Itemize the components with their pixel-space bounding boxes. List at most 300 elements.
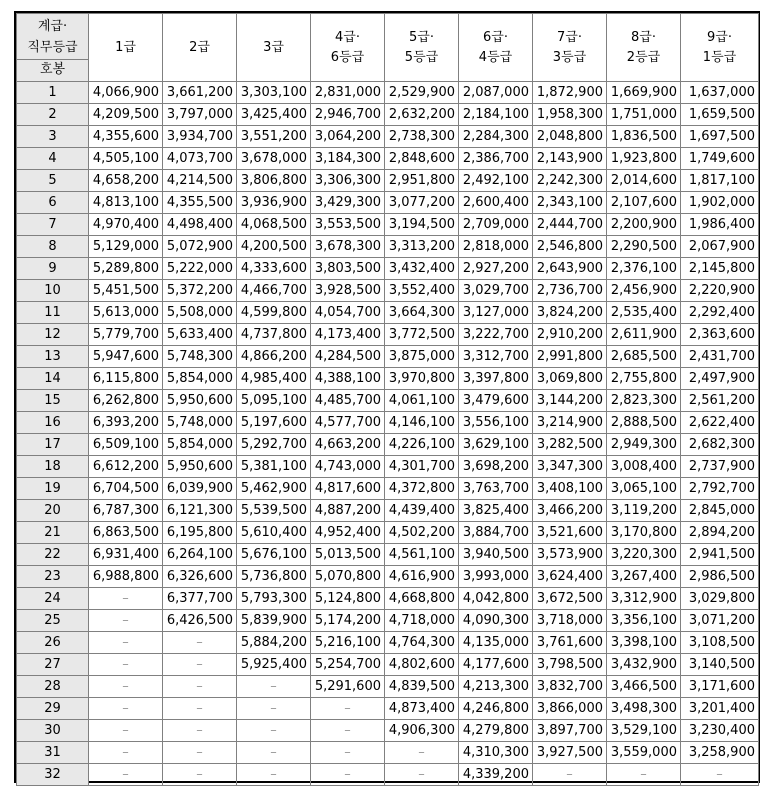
salary-cell: 6,039,900 [163,478,237,500]
salary-cell: 5,925,400 [237,654,311,676]
salary-cell: 3,312,900 [607,588,681,610]
salary-cell: 3,553,500 [311,214,385,236]
empty-cell: – [311,742,385,764]
salary-cell: 3,934,700 [163,126,237,148]
salary-cell: 3,552,400 [385,280,459,302]
salary-cell: 3,866,000 [533,698,607,720]
step-number: 2 [17,104,89,126]
step-number: 27 [17,654,89,676]
grade-header-3 [237,14,311,82]
grade-header-text: 6등급 [330,49,365,65]
salary-cell: 2,242,300 [533,170,607,192]
salary-cell: 1,637,000 [681,82,759,104]
salary-cell: 3,698,200 [459,456,533,478]
salary-cell: 3,559,000 [607,742,681,764]
salary-cell: 5,289,800 [89,258,163,280]
empty-cell: – [163,632,237,654]
salary-cell: 2,067,900 [681,236,759,258]
salary-cell: 4,333,600 [237,258,311,280]
salary-cell: 3,825,400 [459,500,533,522]
salary-cell: 3,884,700 [459,522,533,544]
salary-cell: 3,077,200 [385,192,459,214]
table-row [17,456,759,478]
salary-cell: 2,600,400 [459,192,533,214]
salary-cell: 2,431,700 [681,346,759,368]
salary-cell: 3,556,100 [459,412,533,434]
step-number: 31 [17,742,89,764]
step-number: 32 [17,764,89,786]
salary-cell: 5,451,500 [89,280,163,302]
table-row [17,544,759,566]
salary-cell: 3,258,900 [681,742,759,764]
empty-cell: – [163,698,237,720]
salary-cell: 2,363,600 [681,324,759,346]
salary-cell: 4,209,500 [89,104,163,126]
salary-cell: 3,313,200 [385,236,459,258]
salary-cell: 3,803,500 [311,258,385,280]
salary-cell: 5,539,500 [237,500,311,522]
salary-cell: 2,643,900 [533,258,607,280]
salary-cell: 3,127,000 [459,302,533,324]
salary-cell: 4,616,900 [385,566,459,588]
salary-cell: 4,066,900 [89,82,163,104]
salary-cell: 1,697,500 [681,126,759,148]
salary-table [16,13,759,786]
grade-header-8 [607,14,681,82]
salary-cell: 1,902,000 [681,192,759,214]
salary-cell: 3,718,000 [533,610,607,632]
empty-cell: – [533,764,607,786]
salary-cell: 4,906,300 [385,720,459,742]
salary-cell: 3,230,400 [681,720,759,742]
step-number: 4 [17,148,89,170]
empty-cell: – [89,610,163,632]
salary-cell: 4,952,400 [311,522,385,544]
salary-cell: 6,377,700 [163,588,237,610]
grade-header-7 [533,14,607,82]
salary-cell: 2,546,800 [533,236,607,258]
salary-cell: 3,466,200 [533,500,607,522]
salary-cell: 4,817,600 [311,478,385,500]
salary-cell: 1,669,900 [607,82,681,104]
table-row [17,324,759,346]
salary-cell: 5,884,200 [237,632,311,654]
salary-cell: 2,343,100 [533,192,607,214]
salary-cell: 5,779,700 [89,324,163,346]
step-number: 11 [17,302,89,324]
table-row [17,478,759,500]
salary-cell: 4,177,600 [459,654,533,676]
salary-cell: 3,763,700 [459,478,533,500]
step-number: 17 [17,434,89,456]
salary-cell: 4,339,200 [459,764,533,786]
salary-cell: 4,073,700 [163,148,237,170]
salary-cell: 4,355,600 [89,126,163,148]
salary-cell: 2,894,200 [681,522,759,544]
table-row [17,258,759,280]
table-row [17,170,759,192]
salary-cell: 1,659,500 [681,104,759,126]
salary-cell: 3,897,700 [533,720,607,742]
salary-cell: 4,599,800 [237,302,311,324]
table-row [17,522,759,544]
salary-cell: 3,071,200 [681,610,759,632]
salary-cell: 4,663,200 [311,434,385,456]
salary-cell: 2,492,100 [459,170,533,192]
salary-cell: 5,793,300 [237,588,311,610]
salary-cell: 2,290,500 [607,236,681,258]
salary-cell: 3,267,400 [607,566,681,588]
salary-cell: 5,633,400 [163,324,237,346]
step-number: 12 [17,324,89,346]
empty-cell: – [89,720,163,742]
salary-cell: 4,054,700 [311,302,385,324]
salary-cell: 3,573,900 [533,544,607,566]
salary-cell: 3,432,400 [385,258,459,280]
salary-cell: 2,737,900 [681,456,759,478]
grade-header-text: 8급· [631,29,656,45]
grade-header-6 [459,14,533,82]
salary-cell: 2,685,500 [607,346,681,368]
salary-cell: 3,761,600 [533,632,607,654]
empty-cell: – [237,676,311,698]
salary-cell: 6,264,100 [163,544,237,566]
salary-cell: 3,798,500 [533,654,607,676]
salary-cell: 2,087,000 [459,82,533,104]
table-row [17,126,759,148]
empty-cell: – [385,742,459,764]
salary-cell: 4,068,500 [237,214,311,236]
salary-cell: 2,946,700 [311,104,385,126]
step-number: 6 [17,192,89,214]
salary-cell: 4,887,200 [311,500,385,522]
salary-cell: 3,144,200 [533,390,607,412]
salary-cell: 3,119,200 [607,500,681,522]
salary-cell: 2,792,700 [681,478,759,500]
table-row [17,500,759,522]
salary-cell: 5,072,900 [163,236,237,258]
step-number: 28 [17,676,89,698]
salary-cell: 1,923,800 [607,148,681,170]
salary-cell: 6,326,600 [163,566,237,588]
salary-cell: 5,174,200 [311,610,385,632]
salary-cell: 2,941,500 [681,544,759,566]
corner-step-label: 호봉 [39,62,66,77]
empty-cell: – [89,588,163,610]
salary-cell: 3,171,600 [681,676,759,698]
step-number: 14 [17,368,89,390]
salary-cell: 6,612,200 [89,456,163,478]
salary-cell: 3,222,700 [459,324,533,346]
salary-cell: 3,432,900 [607,654,681,676]
corner-header [17,14,89,82]
salary-cell: 4,388,100 [311,368,385,390]
salary-cell: 3,521,600 [533,522,607,544]
salary-cell: 3,678,000 [237,148,311,170]
salary-cell: 2,284,300 [459,126,533,148]
salary-cell: 4,839,500 [385,676,459,698]
step-number: 23 [17,566,89,588]
salary-cell: 3,398,100 [607,632,681,654]
grade-header-text: 9급· [707,29,732,45]
table-row [17,82,759,104]
salary-cell: 2,991,800 [533,346,607,368]
salary-cell: 4,764,300 [385,632,459,654]
salary-cell: 4,743,000 [311,456,385,478]
salary-cell: 5,124,800 [311,588,385,610]
salary-cell: 4,498,400 [163,214,237,236]
salary-cell: 3,772,500 [385,324,459,346]
salary-cell: 4,668,800 [385,588,459,610]
salary-cell: 3,194,500 [385,214,459,236]
salary-cell: 3,008,400 [607,456,681,478]
empty-cell: – [163,720,237,742]
salary-cell: 3,347,300 [533,456,607,478]
salary-cell: 4,246,800 [459,698,533,720]
salary-cell: 4,561,100 [385,544,459,566]
salary-cell: 6,509,100 [89,434,163,456]
salary-cell: 2,048,800 [533,126,607,148]
salary-cell: 5,854,000 [163,434,237,456]
empty-cell: – [89,654,163,676]
salary-cell: 3,970,800 [385,368,459,390]
step-number: 3 [17,126,89,148]
salary-cell: 2,755,800 [607,368,681,390]
salary-cell: 4,866,200 [237,346,311,368]
grade-header-text: 7급· [557,29,582,45]
salary-cell: 5,372,200 [163,280,237,302]
salary-cell: 6,988,800 [89,566,163,588]
salary-cell: 3,940,500 [459,544,533,566]
salary-cell: 3,993,000 [459,566,533,588]
salary-cell: 3,408,100 [533,478,607,500]
table-row [17,654,759,676]
empty-cell: – [89,632,163,654]
salary-cell: 1,751,000 [607,104,681,126]
empty-cell: – [163,742,237,764]
corner-rank-label: 계급· [37,19,68,34]
step-number: 13 [17,346,89,368]
salary-cell: 2,682,300 [681,434,759,456]
step-number: 20 [17,500,89,522]
step-number: 1 [17,82,89,104]
salary-cell: 4,502,200 [385,522,459,544]
salary-cell: 3,064,200 [311,126,385,148]
salary-cell: 3,824,200 [533,302,607,324]
salary-cell: 3,927,500 [533,742,607,764]
salary-cell: 3,678,300 [311,236,385,258]
grade-header-5 [385,14,459,82]
salary-cell: 4,718,000 [385,610,459,632]
salary-cell: 4,985,400 [237,368,311,390]
salary-cell: 3,664,300 [385,302,459,324]
salary-cell: 4,355,500 [163,192,237,214]
salary-cell: 4,737,800 [237,324,311,346]
salary-cell: 4,090,300 [459,610,533,632]
salary-cell: 4,466,700 [237,280,311,302]
empty-cell: – [385,764,459,786]
salary-cell: 6,931,400 [89,544,163,566]
grade-header-text: 1등급 [702,49,737,65]
salary-cell: 5,222,000 [163,258,237,280]
salary-cell: 2,845,000 [681,500,759,522]
salary-cell: 5,129,000 [89,236,163,258]
empty-cell: – [311,764,385,786]
grade-header-text: 5급· [409,29,434,45]
grade-header-9 [681,14,759,82]
salary-cell: 3,928,500 [311,280,385,302]
table-row [17,588,759,610]
step-number: 8 [17,236,89,258]
salary-cell: 2,561,200 [681,390,759,412]
table-row [17,720,759,742]
salary-cell: 1,836,500 [607,126,681,148]
salary-cell: 2,535,400 [607,302,681,324]
grade-header-4 [311,14,385,82]
salary-cell: 3,303,100 [237,82,311,104]
salary-cell: 3,672,500 [533,588,607,610]
salary-cell: 3,624,400 [533,566,607,588]
grade-header-text: 5등급 [404,49,439,65]
salary-cell: 3,661,200 [163,82,237,104]
salary-cell: 6,121,300 [163,500,237,522]
salary-cell: 6,426,500 [163,610,237,632]
salary-cell: 2,927,200 [459,258,533,280]
grade-header-text: 2급 [189,39,210,55]
salary-cell: 1,872,900 [533,82,607,104]
salary-cell: 2,823,300 [607,390,681,412]
grade-header-text: 1급 [115,39,136,55]
salary-cell: 5,462,900 [237,478,311,500]
salary-cell: 1,986,400 [681,214,759,236]
salary-cell: 2,888,500 [607,412,681,434]
salary-cell: 2,444,700 [533,214,607,236]
salary-cell: 2,014,600 [607,170,681,192]
salary-cell: 3,069,800 [533,368,607,390]
salary-cell: 5,381,100 [237,456,311,478]
grade-header-text: 3등급 [552,49,587,65]
salary-cell: 1,749,600 [681,148,759,170]
table-row [17,236,759,258]
salary-cell: 2,632,200 [385,104,459,126]
salary-cell: 4,213,300 [459,676,533,698]
salary-cell: 3,306,300 [311,170,385,192]
salary-cell: 2,497,900 [681,368,759,390]
salary-cell: 3,029,800 [681,588,759,610]
grade-header-text: 4급· [335,29,360,45]
salary-cell: 4,505,100 [89,148,163,170]
salary-cell: 2,951,800 [385,170,459,192]
salary-cell: 4,485,700 [311,390,385,412]
salary-cell: 3,498,300 [607,698,681,720]
salary-cell: 5,748,000 [163,412,237,434]
table-row [17,434,759,456]
step-number: 26 [17,632,89,654]
table-row [17,610,759,632]
salary-cell: 5,950,600 [163,390,237,412]
salary-cell: 6,195,800 [163,522,237,544]
salary-cell: 4,658,200 [89,170,163,192]
table-row [17,214,759,236]
salary-cell: 4,439,400 [385,500,459,522]
table-body [17,82,759,786]
salary-cell: 3,170,800 [607,522,681,544]
salary-cell: 4,214,500 [163,170,237,192]
salary-cell: 3,936,900 [237,192,311,214]
salary-cell: 3,184,300 [311,148,385,170]
table-row [17,764,759,786]
salary-cell: 6,863,500 [89,522,163,544]
step-number: 29 [17,698,89,720]
salary-cell: 4,061,100 [385,390,459,412]
salary-cell: 3,282,500 [533,434,607,456]
salary-cell: 2,611,900 [607,324,681,346]
salary-cell: 5,095,100 [237,390,311,412]
table-row [17,346,759,368]
grade-header-2 [163,14,237,82]
salary-cell: 6,262,800 [89,390,163,412]
salary-cell: 4,802,600 [385,654,459,676]
empty-cell: – [237,764,311,786]
header-row [17,14,759,82]
step-number: 16 [17,412,89,434]
salary-cell: 2,184,100 [459,104,533,126]
table-row [17,676,759,698]
salary-cell: 3,806,800 [237,170,311,192]
step-number: 25 [17,610,89,632]
empty-cell: – [681,764,759,786]
step-number: 30 [17,720,89,742]
empty-cell: – [237,742,311,764]
salary-cell: 2,986,500 [681,566,759,588]
salary-cell: 2,910,200 [533,324,607,346]
salary-cell: 4,873,400 [385,698,459,720]
salary-cell: 4,200,500 [237,236,311,258]
step-number: 9 [17,258,89,280]
table-row [17,412,759,434]
corner-grade-label: 직무등급 [27,40,78,55]
salary-cell: 2,949,300 [607,434,681,456]
empty-cell: – [89,764,163,786]
salary-cell: 5,950,600 [163,456,237,478]
step-number: 15 [17,390,89,412]
grade-header-text: 6급· [483,29,508,45]
salary-cell: 2,220,900 [681,280,759,302]
step-number: 21 [17,522,89,544]
salary-cell: 5,070,800 [311,566,385,588]
empty-cell: – [89,698,163,720]
table-row [17,632,759,654]
salary-cell: 2,709,000 [459,214,533,236]
salary-cell: 2,529,900 [385,82,459,104]
empty-cell: – [89,742,163,764]
grade-header-1 [89,14,163,82]
table-row [17,104,759,126]
salary-cell: 5,292,700 [237,434,311,456]
salary-cell: 4,135,000 [459,632,533,654]
salary-cell: 5,748,300 [163,346,237,368]
salary-cell: 2,145,800 [681,258,759,280]
salary-cell: 3,140,500 [681,654,759,676]
empty-cell: – [607,764,681,786]
empty-cell: – [311,698,385,720]
salary-cell: 3,065,100 [607,478,681,500]
salary-cell: 6,787,300 [89,500,163,522]
salary-cell: 5,013,500 [311,544,385,566]
salary-cell: 3,466,500 [607,676,681,698]
salary-table-frame [14,11,760,783]
step-number: 5 [17,170,89,192]
